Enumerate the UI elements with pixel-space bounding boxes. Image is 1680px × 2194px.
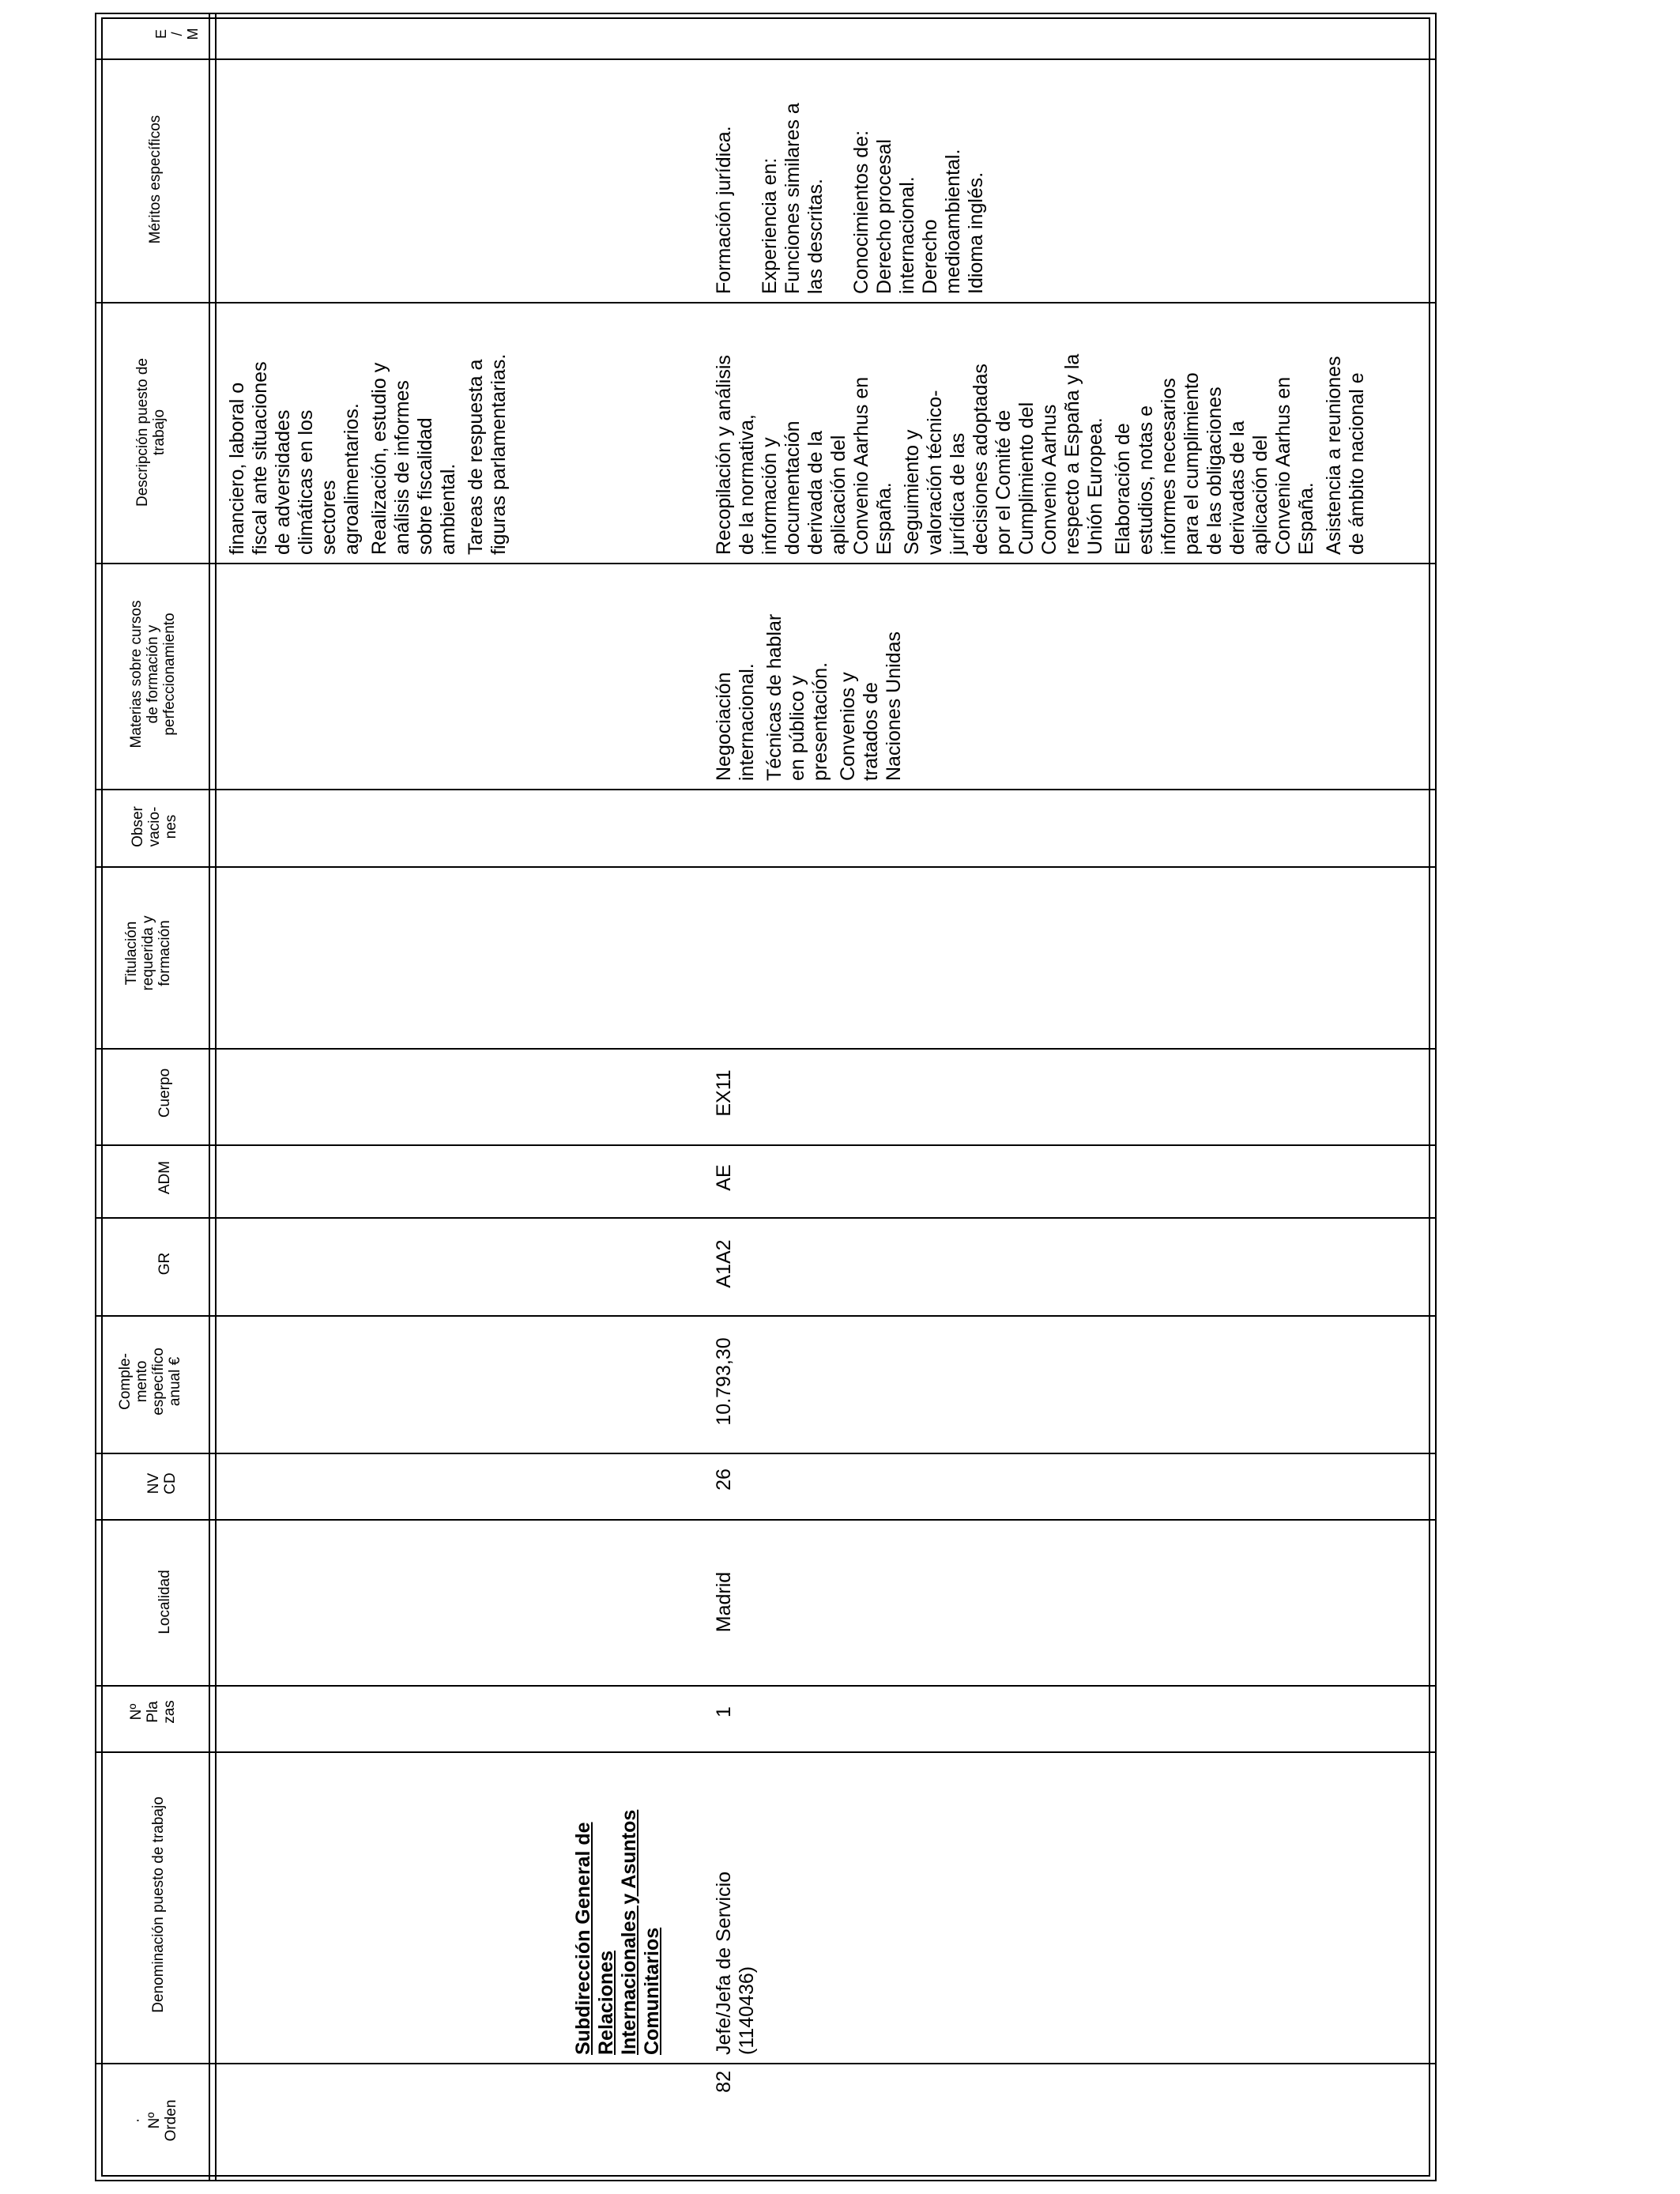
header-cuerpo — [156, 1050, 173, 1137]
desc-line: para el cumplimiento — [1181, 372, 1203, 555]
header-complemento-line: Comple- — [117, 1353, 134, 1410]
desc-line: jurídica de las — [947, 432, 969, 555]
desc-line: sobre fiscalidad — [414, 417, 436, 555]
grupo-value: A1A2 — [713, 1239, 735, 1288]
row-line-titulacion — [95, 1048, 1437, 1050]
desc-line: información y — [759, 437, 781, 555]
row-line-descripcion — [95, 563, 1437, 564]
desc-line: derivada de la — [804, 430, 827, 555]
cell-complemento — [713, 1318, 736, 1445]
header-denominacion-line: Denominación puesto de trabajo — [150, 1796, 167, 2013]
header-plazas — [128, 1680, 178, 1744]
desc-line: aplicación del — [827, 435, 849, 555]
header-titulacion-line: requerida y — [140, 915, 156, 991]
header-em-line: M — [185, 28, 201, 40]
desc-line: Recopilación y análisis — [713, 355, 735, 555]
desc-line: por el Comité de — [993, 409, 1015, 555]
row-line-materias — [95, 789, 1437, 790]
desc-line: Tareas de respuesta a — [465, 359, 487, 555]
section-title-line: Comunitarios — [641, 1927, 663, 2055]
row-line-observaciones — [95, 866, 1437, 868]
meritos-line: internacional. — [896, 176, 918, 294]
cuerpo-value: EX11 — [713, 1069, 735, 1117]
meritos-line: Funciones similares a — [782, 103, 804, 294]
section-title — [572, 1755, 664, 2055]
header-materias-line: de formación y — [145, 624, 161, 724]
desc-line: Realización, estudio y — [368, 362, 390, 555]
desc-line: de la normativa, — [736, 414, 758, 555]
header-separator-line-double — [215, 13, 217, 2181]
header-titulacion — [123, 866, 173, 1040]
header-plazas-line: zas — [161, 1700, 178, 1724]
header-complemento-line: mento — [134, 1360, 150, 1403]
row-line-meritos — [95, 302, 1437, 303]
header-complemento-line: específico — [150, 1348, 167, 1416]
desc-line: financiero, laboral o — [226, 382, 248, 555]
meritos-line: Derecho — [919, 219, 941, 294]
desc-line: valoración técnico- — [924, 390, 946, 555]
header-plazas-line: Pla — [145, 1701, 161, 1723]
meritos-line: Conocimientos de: — [850, 130, 872, 294]
section-title-line: Internacionales y Asuntos — [618, 1809, 640, 2055]
cell-cuerpo — [713, 1050, 736, 1137]
desc-line: Convenio Aarhus en — [1272, 376, 1294, 555]
header-complemento-line: anual € — [167, 1356, 183, 1407]
row-line-nivel — [95, 1519, 1437, 1521]
complemento-value: 10.793,30 — [713, 1337, 735, 1426]
desc-line: de las obligaciones — [1203, 386, 1226, 555]
header-descripcion — [134, 310, 168, 555]
header-orden-line: · — [130, 2117, 146, 2124]
desc-line: aplicación del — [1249, 435, 1271, 555]
meritos-line: Formación jurídica. — [713, 126, 735, 294]
header-materias-line: Materias sobre cursos — [128, 600, 145, 748]
materias-line: Negociación — [713, 672, 735, 781]
header-materias — [128, 567, 178, 781]
materias-line: Convenios y — [837, 672, 859, 781]
materias-line: Técnicas de hablar — [763, 613, 785, 781]
orden-value: 82 — [713, 2071, 735, 2093]
materias-line: en público y — [786, 675, 808, 781]
cell-descripcion — [713, 318, 1369, 555]
desc-line: análisis de informes — [391, 380, 413, 555]
section-title-line: Subdirección General de — [572, 1822, 594, 2055]
header-titulacion-line: formación — [156, 920, 173, 986]
denominacion-line: Jefe/Jefa de Servicio — [713, 1871, 735, 2055]
row-line-denominacion — [95, 2063, 1437, 2064]
cell-materias — [713, 567, 906, 781]
header-observaciones — [130, 795, 179, 858]
desc-line: Seguimiento y — [901, 429, 923, 555]
meritos-spacer — [736, 57, 759, 294]
header-meritos — [147, 65, 164, 294]
header-em-line: E — [153, 29, 169, 40]
row-line-grupo — [95, 1315, 1437, 1317]
desc-line: Cumplimiento del — [1015, 401, 1038, 555]
header-localidad — [156, 1527, 173, 1677]
header-titulacion-line: Titulación — [123, 921, 140, 986]
denominacion-line: (1140436) — [736, 1966, 758, 2055]
header-descripcion-line: trabajo — [151, 409, 168, 456]
cell-meritos — [713, 57, 988, 294]
header-materias-line: perfeccionamiento — [161, 613, 178, 736]
desc-line: estudios, notas e — [1135, 405, 1157, 555]
desc-line: Unión Europea. — [1084, 417, 1106, 555]
plazas-value: 1 — [713, 1706, 735, 1717]
header-descripcion-line: Descripción puesto de — [134, 358, 151, 507]
header-meritos-line: Méritos específicos — [147, 115, 164, 244]
header-nivel — [145, 1456, 179, 1511]
header-cuerpo-line: Cuerpo — [156, 1068, 173, 1118]
desc-line: climáticas en los — [295, 409, 317, 555]
adm-value: AE — [713, 1164, 735, 1191]
header-adm-line: ADM — [156, 1160, 173, 1195]
header-orden-line: Orden — [163, 2099, 179, 2142]
header-plazas-line: Nº — [128, 1703, 145, 1721]
header-grupo — [156, 1220, 173, 1307]
desc-line: fiscal ante situaciones — [249, 361, 271, 555]
materias-line: internacional. — [736, 663, 758, 781]
row-line-plazas — [95, 1751, 1437, 1753]
row-line-adm — [95, 1217, 1437, 1219]
desc-line: Convenio Aarhus — [1038, 404, 1060, 555]
header-em — [153, 16, 201, 52]
materias-line: tratados de — [860, 681, 882, 781]
header-observaciones-line: Obser — [130, 806, 146, 847]
desc-line: Asistencia a reuniones — [1323, 356, 1345, 555]
header-observaciones-line: vacio- — [146, 806, 163, 847]
cell-nivel — [713, 1448, 736, 1511]
desc-line: respecto a España y la — [1061, 353, 1083, 555]
header-localidad-line: Localidad — [156, 1570, 173, 1634]
header-adm — [156, 1146, 173, 1209]
cell-denominacion — [713, 1755, 759, 2055]
row-line-localidad — [95, 1685, 1437, 1687]
meritos-line: Experiencia en: — [759, 157, 781, 294]
header-nivel-line: NV — [145, 1472, 162, 1495]
desc-line: derivadas de la — [1226, 420, 1249, 555]
desc-line: España. — [873, 482, 895, 555]
header-grupo-line: GR — [156, 1252, 173, 1276]
desc-line: sectores — [318, 480, 340, 555]
cell-orden — [713, 2071, 736, 2189]
continuation-descripcion — [226, 318, 510, 555]
header-em-line: / — [169, 32, 185, 36]
desc-line: España. — [1295, 482, 1317, 555]
header-separator-line — [209, 13, 210, 2181]
cell-adm — [713, 1146, 736, 1209]
desc-line: Elaboración de — [1112, 423, 1134, 555]
localidad-value: Madrid — [713, 1571, 735, 1633]
header-denominacion — [150, 1755, 167, 2055]
desc-line: de adversidades — [272, 409, 294, 555]
desc-line: informes necesarios — [1158, 378, 1180, 555]
meritos-spacer — [827, 57, 850, 294]
header-orden-line: Nº — [146, 2112, 163, 2129]
materias-line: Naciones Unidas — [883, 631, 905, 781]
desc-line: figuras parlamentarias. — [488, 353, 510, 555]
meritos-line: medioambiental. — [942, 149, 964, 294]
row-line-complemento — [95, 1453, 1437, 1454]
desc-line: decisiones adoptadas — [970, 364, 992, 555]
row-line-cuerpo — [95, 1144, 1437, 1146]
desc-line: de ámbito nacional e — [1346, 372, 1368, 555]
cell-grupo — [713, 1220, 736, 1307]
desc-line: Convenio Aarhus en — [850, 376, 872, 555]
header-nivel-line: CD — [162, 1472, 179, 1495]
desc-line: documentación — [782, 420, 804, 555]
section-title-line: Relaciones — [595, 1950, 617, 2055]
header-observaciones-line: nes — [163, 814, 179, 839]
cell-localidad — [713, 1527, 736, 1677]
desc-line: ambiental. — [437, 463, 459, 555]
meritos-line: las descritas. — [804, 179, 827, 294]
meritos-line: Derecho procesal — [873, 139, 895, 294]
cell-plazas — [713, 1680, 736, 1744]
materias-line: presentación. — [809, 662, 831, 781]
header-complemento — [117, 1318, 183, 1445]
desc-line: agroalimentarios. — [341, 403, 363, 555]
meritos-line: Idioma inglés. — [965, 172, 987, 294]
header-orden — [130, 2069, 179, 2172]
nivel-value: 26 — [713, 1468, 735, 1491]
